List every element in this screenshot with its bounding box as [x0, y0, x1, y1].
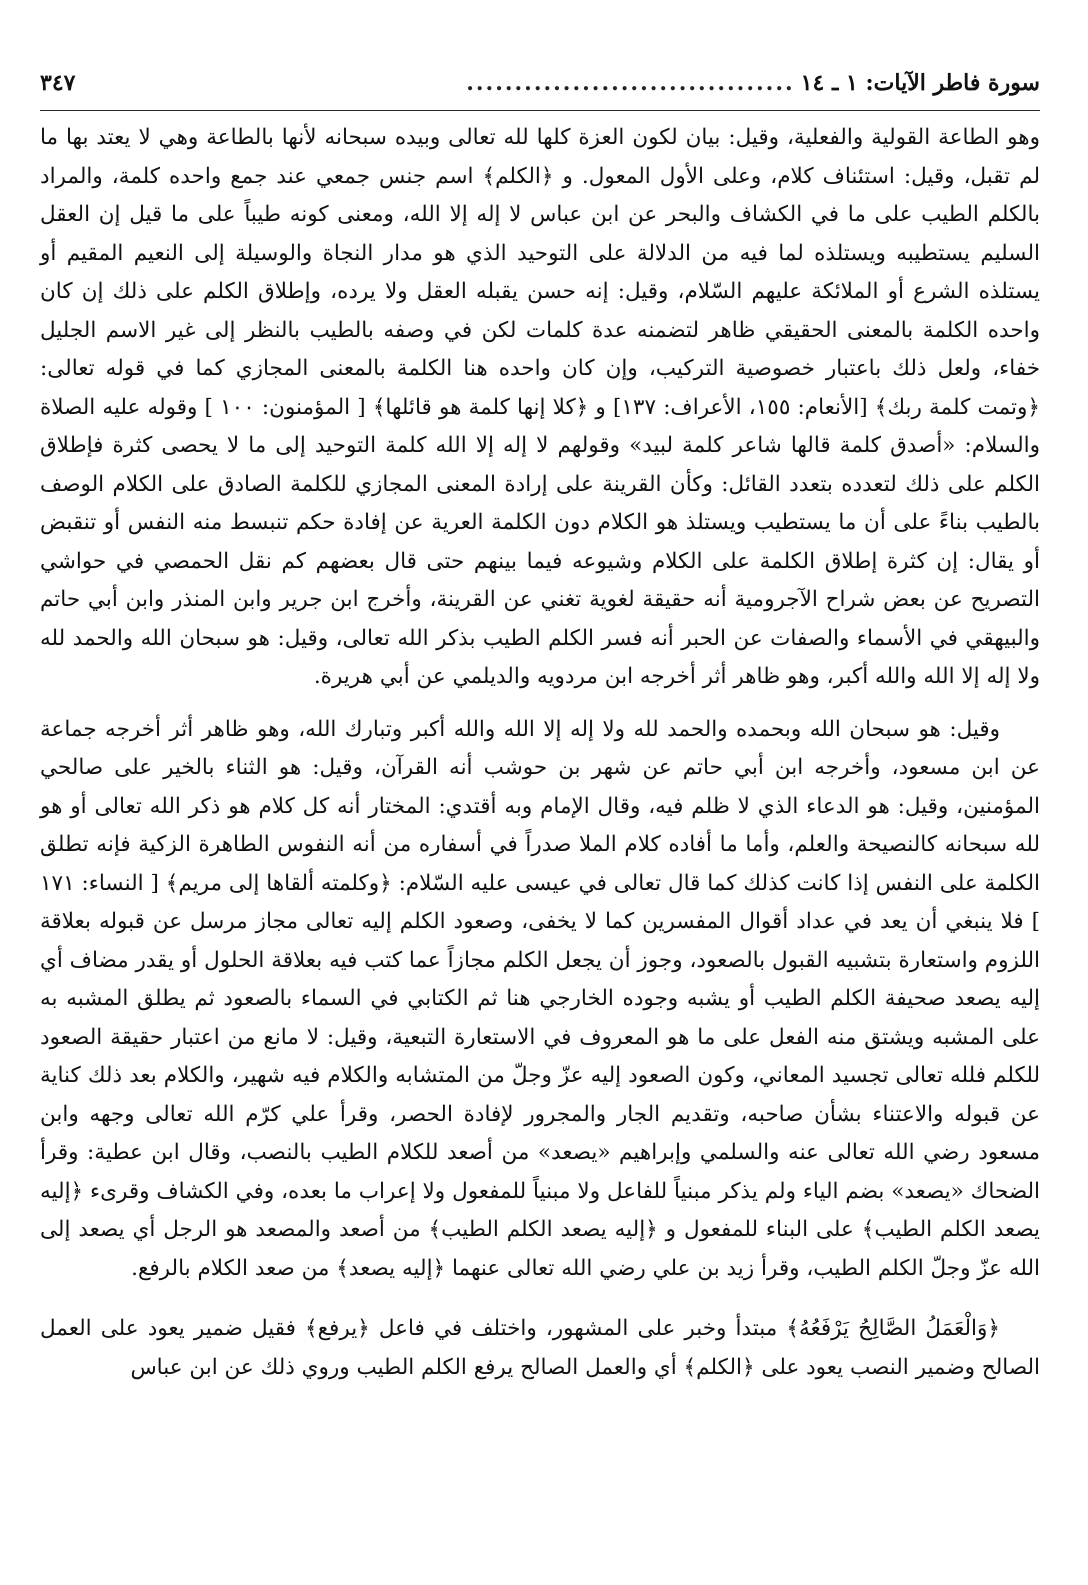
page-number: ٣٤٧ [40, 70, 76, 96]
paragraph-2: وقيل: هو سبحان الله وبحمده والحمد لله ولا إله إلا الله والله أكبر وتبارك الله، وهو ظاهر أثر أخرجه جماعة عن ابن مسعود، وأخرجه ابن أبي حاتم عن شهر بن حوشب أنه القرآن، وقيل: هو الثناء بالخير على صالحي المؤمنين، وقيل: هو الدعاء الذي لا ظلم فيه، وقال الإمام وبه أقتدي: المختار أنه كل كلام هو ذكر الله تعالى أو هو لله سبحانه كالنصيحة والعلم، وأما ما أفاده كلام الملا صدراً في أسفاره من أنه النفوس الطاهرة الزكية فإنه تطلق الكلمة على النفس إذا كانت كذلك كما قال تعالى في عيسى عليه السّلام: ﴿وكلمته ألقاها إلى مريم﴾ [ النساء: ١٧١ ] فلا ينبغي أن يعد في عداد أقوال المفسرين كما لا يخفى، وصعود الكلم إليه تعالى مجاز مرسل عن قبوله بعلاقة اللزوم واستعارة بتشبيه القبول بالصعود، وجوز أن يجعل الكلم مجازاً عما كتب فيه بعلاقة الحلول أو يقدر مضاف أي إليه يصعد صحيفة الكلم الطيب أو يشبه وجوده الخارجي هنا ثم الكتابي في السماء بالصعود ثم يطلق المشبه به على المشبه ويشتق منه الفعل على ما هو المعروف في الاستعارة التبعية، وقيل: لا مانع من اعتبار حقيقة الصعود للكلم فلله تعالى تجسيد المعاني، وكون الصعود إليه عزّ وجلّ من المتشابه والكلام فيه شهير، والكلام بعد ذلك كناية عن قبوله والاعتناء بشأن صاحبه، وتقديم الجار والمجرور لإفادة الحصر، وقرأ علي كرّم الله تعالى وجهه وابن مسعود رضي الله تعالى عنه والسلمي وإبراهيم «يصعد» من أصعد للكلام الطيب بالنصب، وقال ابن عطية: وقرأ الضحاك «يصعد» بضم الياء ولم يذكر مبنياً للفاعل ولا مبنياً للمفعول ولا إعراب ما بعده، وفي الكشاف وقرىء ﴿إليه يصعد الكلم الطيب﴾ على البناء للمفعول و ﴿إليه يصعد الكلم الطيب﴾ من أصعد والمصعد هو الرجل أي يصعد إلى الله عزّ وجلّ الكلم الطيب، وقرأ زيد بن علي رضي الله تعالى عنهما ﴿إليه يصعد﴾ من صعد الكلام بالرفع. [40, 716, 1040, 1281]
surah-title: سورة فاطر الآيات: ١ ـ ١٤ [800, 70, 1040, 96]
paragraph-gap [40, 697, 1040, 711]
running-header [40, 70, 1040, 111]
paragraph-3: ﴿وَالْعَمَلُ الصَّالِحُ يَرْفَعُهُ﴾ مبتدأ وخبر على المشهور، واختلف في فاعل ﴿يرفع﴾ فقيل ضمير يعود على العمل الصالح وضمير النصب يعود على ﴿الكلم﴾ أي والعمل الصالح يرفع الكلم الطيب وروي ذلك عن ابن عباس [40, 1316, 1040, 1380]
paragraph-1: وهو الطاعة القولية والفعلية، وقيل: بيان لكون العزة كلها لله تعالى وبيده سبحانه لأنها بالطاعة وهي لا يعتد بها ما لم تقبل، وقيل: استئناف كلام، وعلى الأول المعول. و ﴿الكلم﴾ اسم جنس جمعي عند جمع واحده كلمة، والمراد بالكلم الطيب على ما في الكشاف والبحر عن ابن عباس لا إله إلا الله، ومعنى كونه طيباً على ما قيل إن العقل السليم يستطيبه ويستلذه لما فيه من الدلالة على التوحيد الذي هو مدار النجاة والوسيلة إلى النعيم المقيم أو يستلذه الشرع أو الملائكة عليهم السّلام، وقيل: إنه حسن يقبله العقل ولا يرده، وإطلاق الكلم على ذلك إن كان واحده الكلمة بالمعنى الحقيقي ظاهر لتضمنه عدة كلمات لكن في وصفه بالطيب بالنظر إلى غير الاسم الجليل خفاء، ولعل ذلك باعتبار خصوصية التركيب، وإن كان واحده هنا الكلمة بالمعنى المجازي كما في قوله تعالى: ﴿وتمت كلمة ربك﴾ [الأنعام: ١٥٥، الأعراف: ١٣٧] و ﴿كلا إنها كلمة هو قائلها﴾ [ المؤمنون: ١٠٠ ] وقوله عليه الصلاة والسلام: «أصدق كلمة قالها شاعر كلمة لبيد» وقولهم لا إله إلا الله كلمة التوحيد إلى ما لا يحصى كثرة فإطلاق الكلم على ذلك لتعدده بتعدد القائل: وكأن القرينة على إرادة المعنى المجازي للكلمة الصادق على الكلام الوصف بالطيب بناءً على أن ما يستطيب ويستلذ هو الكلام دون الكلمة العرية عن إفادة حكم تنبسط منه النفس أو تنقبض أو يقال: إن كثرة إطلاق الكلمة على الكلام وشيوعه فيما بينهم حتى قال بعضهم كم نقل الحمصي في حواشي التصريح عن بعض شراح الآجرومية أنه حقيقة لغوية تغني عن القرينة، وأخرج ابن جرير وابن المنذر وابن أبي حاتم والبيهقي في الأسماء والصفات عن الحبر أنه فسر الكلم الطيب بذكر الله تعالى، وقيل: هو سبحان الله والحمد لله ولا إله إلا الله والله أكبر، وهو ظاهر أثر أخرجه ابن مردويه والديلمي عن أبي هريرة. [40, 125, 1040, 689]
dot-leader: .................................. [466, 70, 795, 96]
paragraph-gap [40, 1288, 1040, 1310]
